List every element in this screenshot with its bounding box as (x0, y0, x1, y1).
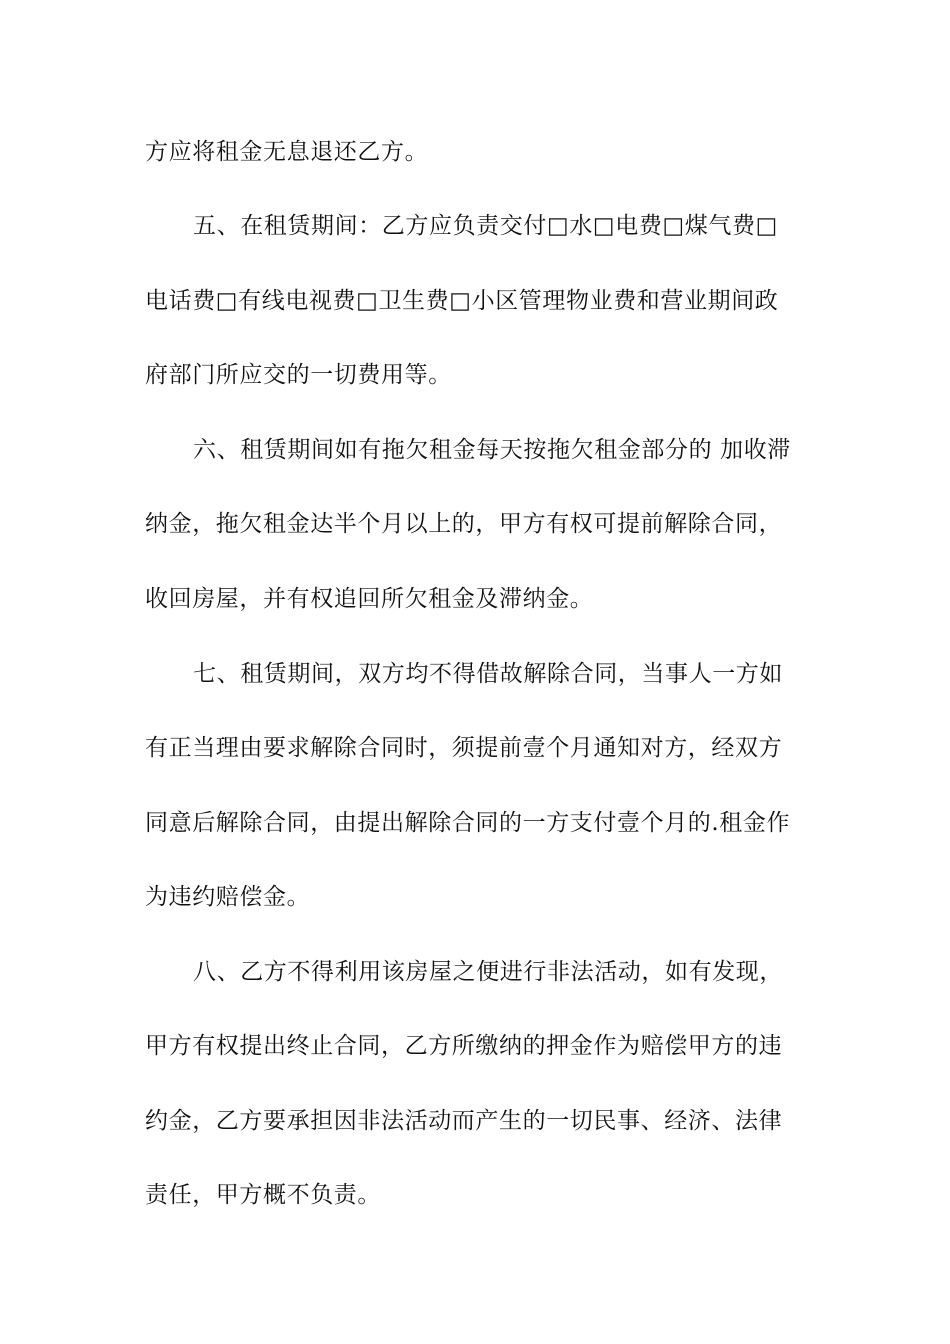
clause-8-line-3: 约金，乙方要承担因非法活动而产生的一切民事、经济、法律 (145, 1108, 783, 1134)
clause-6-line-3: 收回房屋，并有权追回所欠租金及滞纳金。 (145, 586, 594, 612)
clause-5-line-2: 电话费□有线电视费□卫生费□小区管理物业费和营业期间政 (145, 288, 779, 314)
text-line: 方应将租金无息退还乙方。 (145, 139, 429, 165)
clause-7-line-2: 有正当理由要求解除合同时，须提前壹个月通知对方，经双方 (145, 735, 783, 761)
clause-5-line-3: 府部门所应交的一切费用等。 (145, 362, 452, 388)
clause-7-line-1: 七、租赁期间，双方均不得借故解除合同，当事人一方如 (193, 661, 783, 687)
clause-5-line-1: 五、在租赁期间：乙方应负责交付□水□电费□煤气费□ (193, 213, 778, 239)
clause-6-line-1: 六、租赁期间如有拖欠租金每天按拖欠租金部分的 加收滞 (193, 437, 791, 463)
clause-7-line-3: 同意后解除合同，由提出解除合同的一方支付壹个月的.租金作 (145, 810, 791, 836)
clause-8-line-4: 责任，甲方概不负责。 (145, 1182, 381, 1208)
clause-8-line-1: 八、乙方不得利用该房屋之便进行非法活动，如有发现， (193, 959, 783, 985)
clause-6-line-2: 纳金，拖欠租金达半个月以上的，甲方有权可提前解除合同， (145, 511, 783, 537)
clause-7-line-4: 为违约赔偿金。 (145, 884, 311, 910)
clause-8-line-2: 甲方有权提出终止合同，乙方所缴纳的押金作为赔偿甲方的违 (145, 1033, 783, 1059)
